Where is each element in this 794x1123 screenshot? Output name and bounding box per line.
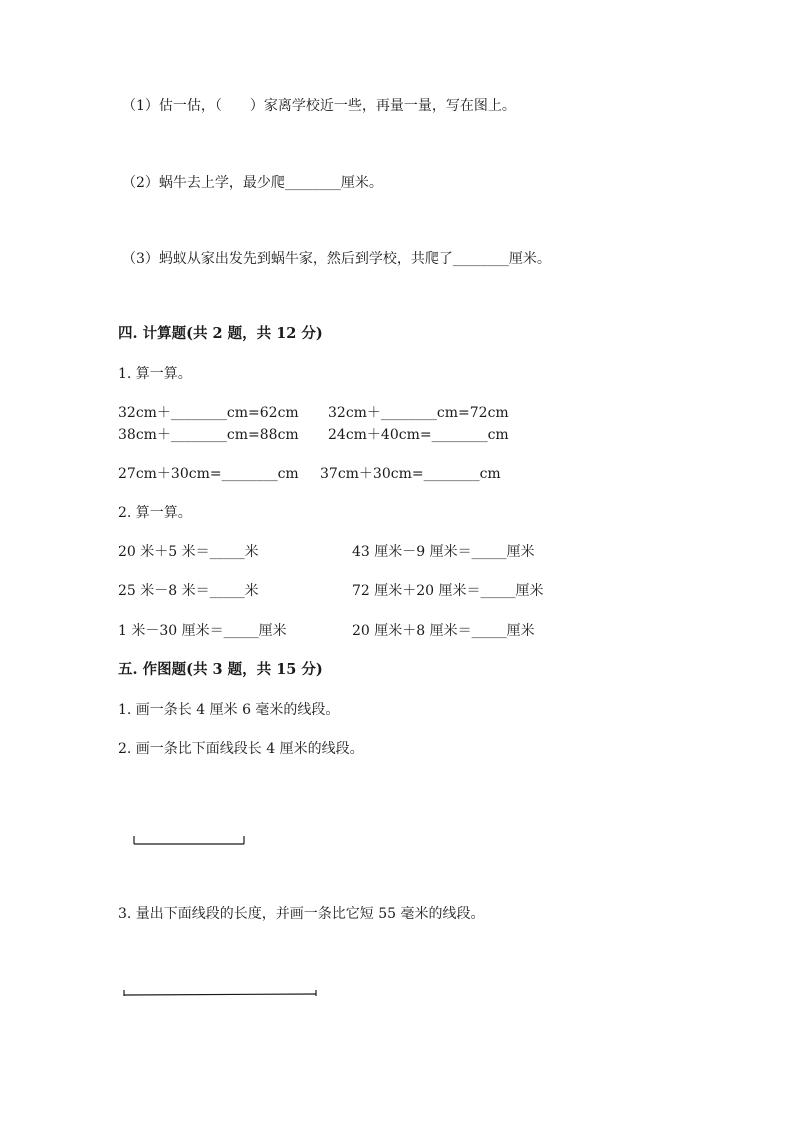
calc-item: 37cm＋30cm=________cm <box>320 466 501 482</box>
reference-line-segment-1 <box>130 832 250 848</box>
section-5-q1: 1. 画一条长 4 厘米 6 毫米的线段。 <box>118 702 340 718</box>
section-4-q2-title: 2. 算一算。 <box>118 505 192 521</box>
calc-item: 32cm＋________cm=62cm <box>118 405 299 421</box>
reference-line-segment-2 <box>120 988 320 1000</box>
calc-item: 20 厘米＋8 厘米＝_____厘米 <box>352 623 535 639</box>
calc-item: 72 厘米＋20 厘米＝_____厘米 <box>352 583 544 599</box>
section-5-q2: 2. 画一条比下面线段长 4 厘米的线段。 <box>118 741 364 757</box>
section-4-heading: 四. 计算题(共 2 题，共 12 分) <box>118 325 323 342</box>
calc-item: 38cm＋________cm=88cm <box>118 427 299 443</box>
calc-item: 25 米－8 米＝_____米 <box>118 583 259 599</box>
section-4-q1-title: 1. 算一算。 <box>118 366 192 382</box>
calc-item: 24cm＋40cm=________cm <box>328 427 509 443</box>
calc-item: 32cm＋________cm=72cm <box>328 405 509 421</box>
section-5-heading: 五. 作图题(共 3 题，共 15 分) <box>118 661 323 678</box>
calc-item: 43 厘米－9 厘米＝_____厘米 <box>352 544 535 560</box>
section-5-q3: 3. 量出下面线段的长度，并画一条比它短 55 毫米的线段。 <box>118 906 485 922</box>
question-3-2: （2）蜗牛去上学，最少爬________厘米。 <box>122 175 383 191</box>
calc-item: 20 米＋5 米＝_____米 <box>118 544 259 560</box>
calc-item: 1 米－30 厘米＝_____厘米 <box>118 623 287 639</box>
calc-item: 27cm＋30cm=________cm <box>118 466 299 482</box>
question-3-1: （1）估一估，（ ）家离学校近一些，再量一量，写在图上。 <box>122 98 516 114</box>
question-3-3: （3）蚂蚁从家出发先到蜗牛家，然后到学校，共爬了________厘米。 <box>122 251 551 267</box>
